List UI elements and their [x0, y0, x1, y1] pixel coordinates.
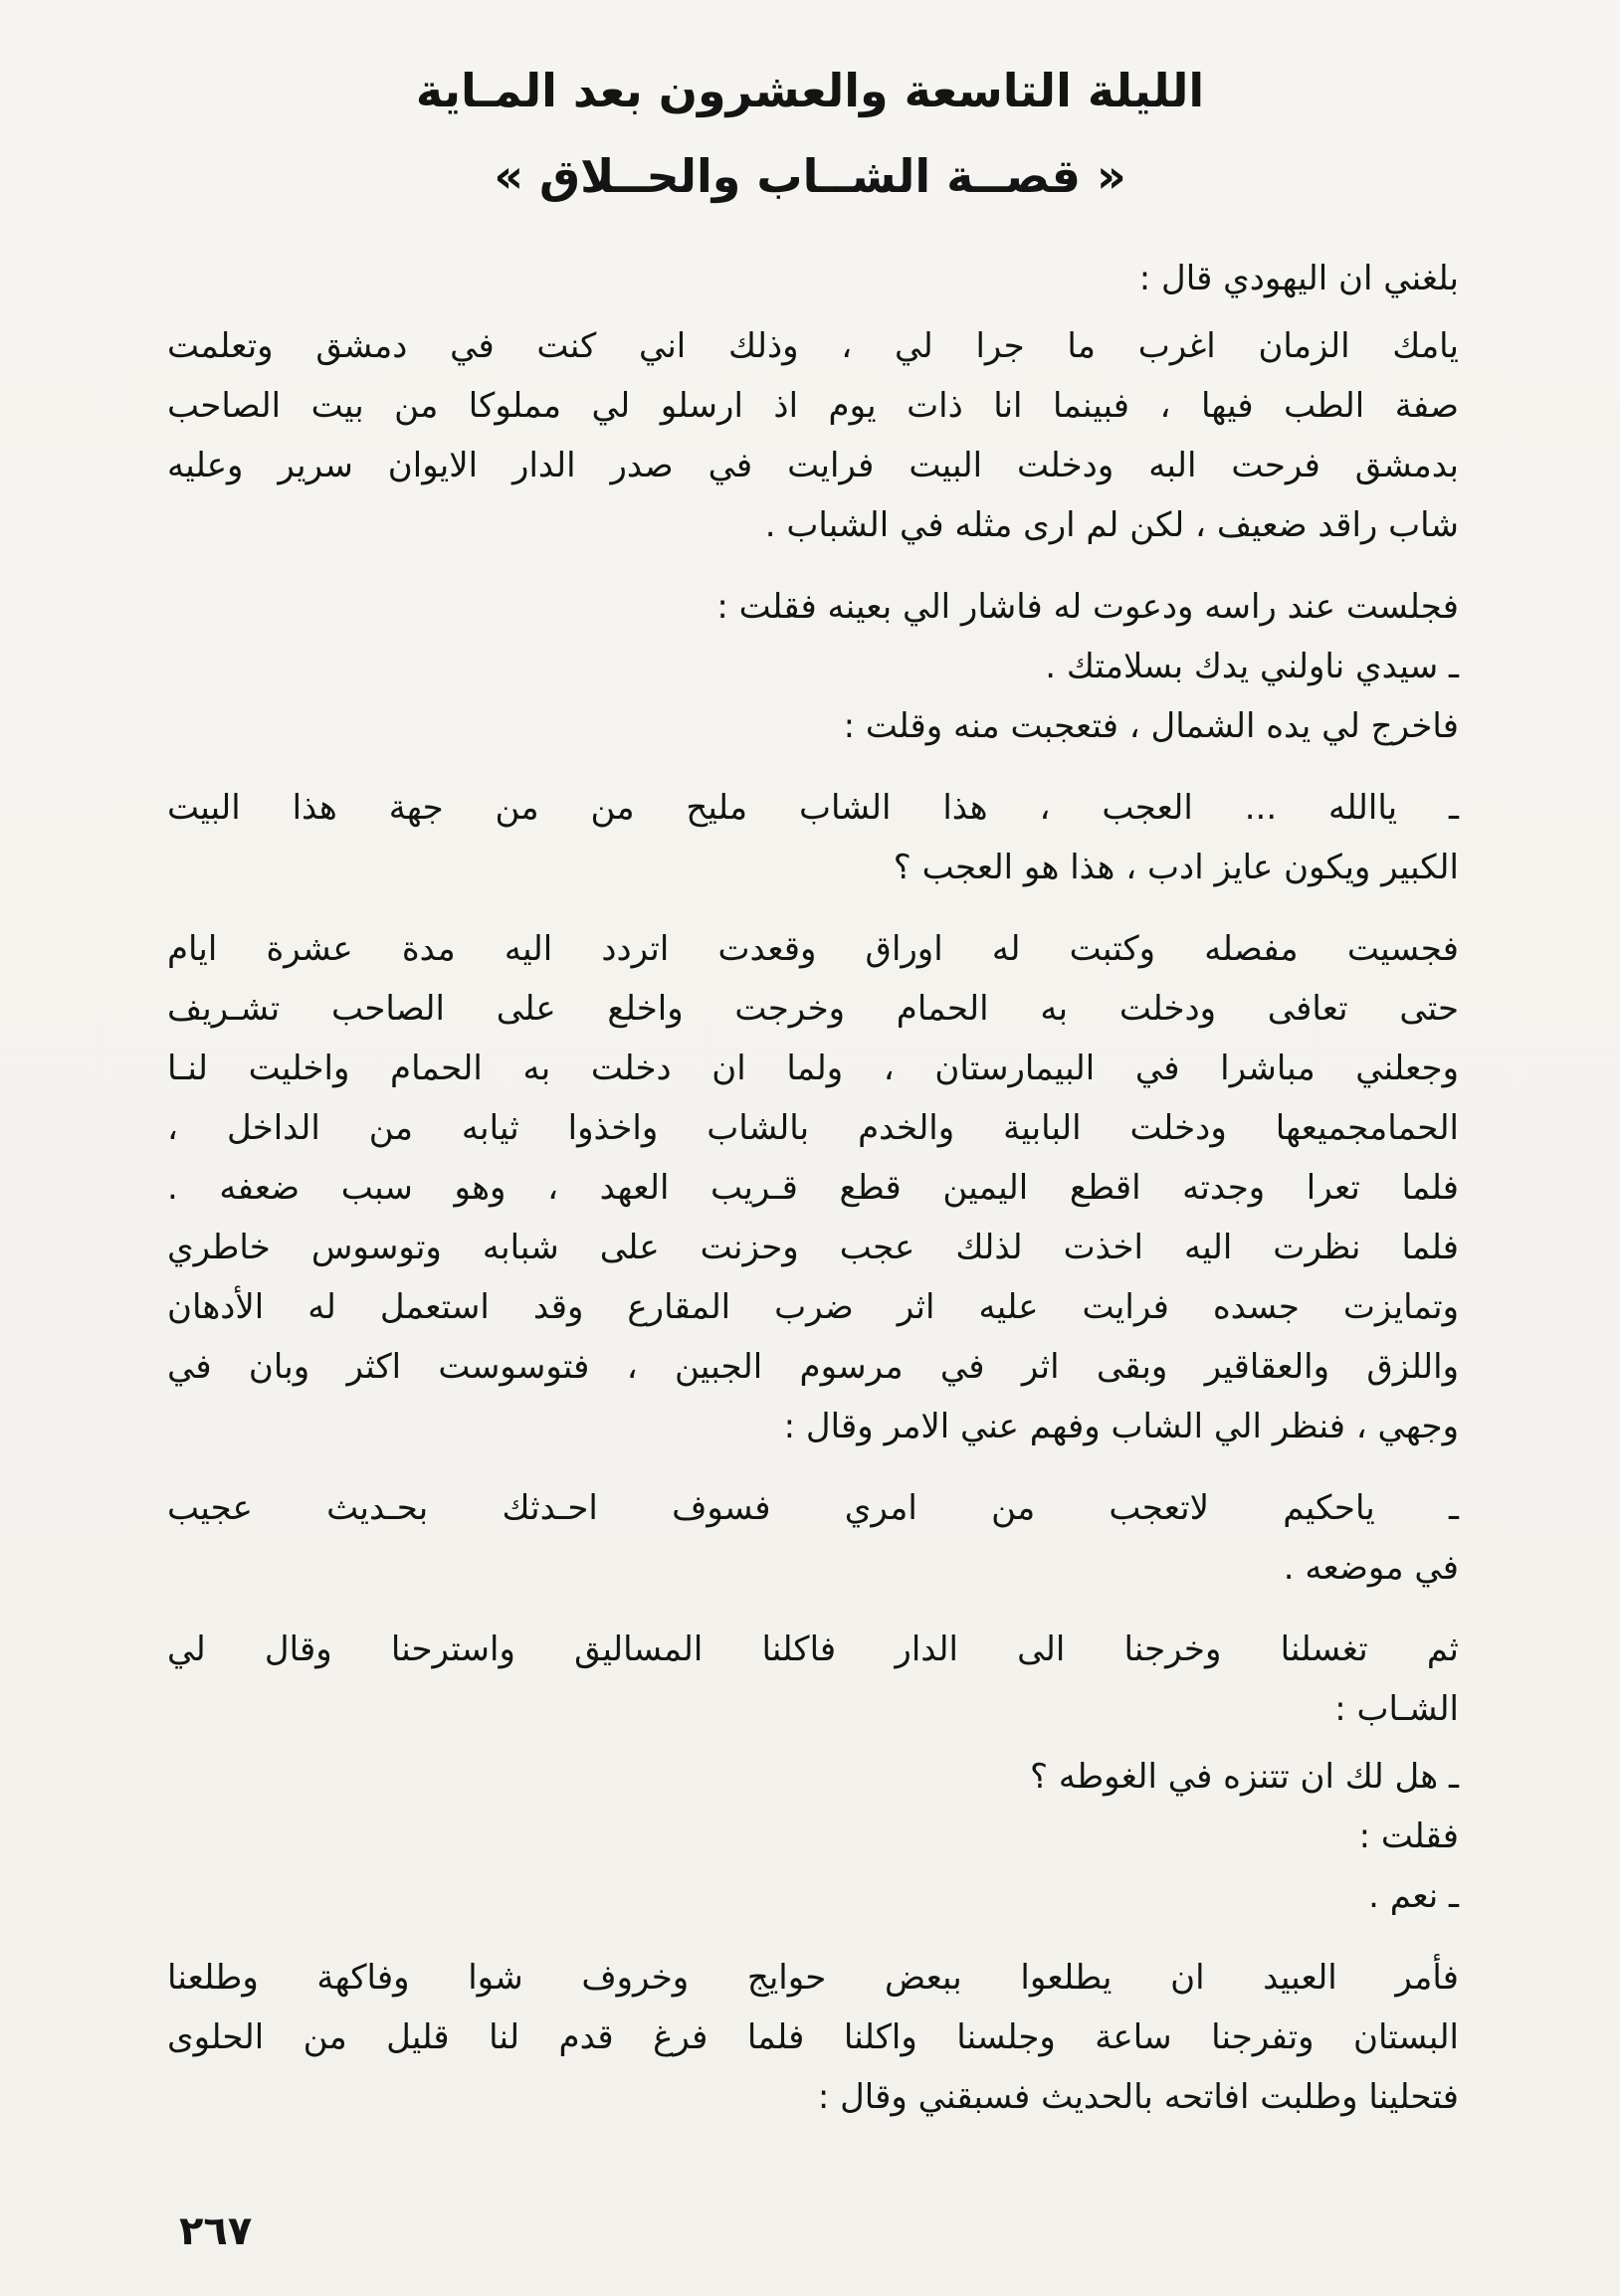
- paragraph: [167, 316, 1459, 555]
- text-line: وجهي ، فنظر الي الشاب وفهم عني الامر وقال :: [783, 1407, 1459, 1446]
- text-line: فاخرج لي يده الشمال ، فتعجبت منه وقلت :: [843, 706, 1459, 746]
- text-line: فجلست عند راسه ودعوت له فاشار الي بعينه فقلت :: [716, 587, 1459, 627]
- text-line: البستان وتفرجنا ساعة وجلسنا واكلنا فلما فرغ قدم لنا قليل من الحلوى: [167, 2017, 1459, 2057]
- text-line: شاب راقد ضعيف ، لكن لم ارى مثله في الشباب .: [764, 505, 1459, 545]
- text-line: وجعلني مباشرا في البيمارستان ، ولما ان دخلت به الحمام واخليت لنـا: [167, 1049, 1459, 1088]
- story-title: « قصــة الشــاب والحــلاق »: [494, 149, 1126, 203]
- text-line: فتحلينا وطلبت افاتحه بالحديث فسبقني وقال :: [817, 2077, 1459, 2117]
- text-line: ـ هل لك ان تتنزه في الغوطه ؟: [1030, 1757, 1459, 1797]
- paragraph: [167, 1478, 1459, 1598]
- text-line: فجسيت مفصله وكتبت له اوراق وقعدت اتردد اليه مدة عشرة ايام: [167, 929, 1459, 969]
- text-line: في موضعه .: [1283, 1548, 1459, 1588]
- text-line: بدمشق فرحت البه ودخلت البيت فرايت في صدر الدار الايوان سرير وعليه: [167, 446, 1459, 485]
- paragraph: [167, 249, 1459, 308]
- text-line: فلما تعرا وجدته اقطع اليمين قطع قـريب العهد ، وهو سبب ضعفه .: [167, 1168, 1459, 1208]
- page-number: ٢٦٧: [179, 2208, 253, 2254]
- chapter-heading: [0, 48, 1620, 219]
- text-line: فأمر العبيد ان يطلعوا ببعض حوايج وخروف شوا وفاكهة وطلعنا: [167, 1958, 1459, 1998]
- paragraph: [167, 1948, 1459, 2127]
- chapter-title: الليلة التاسعة والعشرون بعد المـاية: [415, 64, 1205, 117]
- text-line: ـ نعم .: [1368, 1876, 1459, 1916]
- paragraph: [167, 577, 1459, 756]
- text-line: ـ ياالله ... العجب ، هذا الشاب مليح من من جهة هذا البيت: [167, 788, 1459, 828]
- text-line: حتى تعافى ودخلت به الحمام وخرجت واخلع على الصاحب تشـريف: [167, 989, 1459, 1029]
- paragraph: [167, 1747, 1459, 1926]
- text-line: ـ سيدي ناولني يدك بسلامتك .: [1045, 647, 1459, 686]
- text-line: واللزق والعقاقير وبقى اثر في مرسوم الجبين ، فتوسوست اكثر وبان في: [167, 1347, 1459, 1387]
- text-line: فلما نظرت اليه اخذت لذلك عجب وحزنت على شبابه وتوسوس خاطري: [167, 1228, 1459, 1267]
- page-body: [167, 249, 1459, 2135]
- text-line: الحمامجميعها ودخلت البابية والخدم بالشاب واخذوا ثيابه من الداخل ،: [167, 1108, 1459, 1148]
- text-line: بلغني ان اليهودي قال :: [1138, 259, 1459, 298]
- text-line: وتمايزت جسده فرايت عليه اثر ضرب المقارع وقد استعمل له الأدهان: [167, 1287, 1459, 1327]
- text-line: يامك الزمان اغرب ما جرا لي ، وذلك اني كنت في دمشق وتعلمت: [167, 326, 1459, 366]
- text-line: ثم تغسلنا وخرجنا الى الدار فاكلنا المساليق واسترحنا وقال لي: [167, 1629, 1459, 1669]
- text-line: الكبير ويكون عايز ادب ، هذا هو العجب ؟: [893, 848, 1459, 887]
- text-line: الشـاب :: [1334, 1689, 1459, 1729]
- paragraph: [167, 1620, 1459, 1739]
- text-line: صفة الطب فيها ، فبينما انا ذات يوم اذ ارسلو لي مملوكا من بيت الصاحب: [167, 386, 1459, 426]
- text-line: فقلت :: [1358, 1817, 1459, 1856]
- paragraph: [167, 778, 1459, 897]
- text-line: ـ ياحكيم لاتعجب من امري فسوف احـدثك بحـديث عجيب: [167, 1488, 1459, 1528]
- paragraph: [167, 919, 1459, 1456]
